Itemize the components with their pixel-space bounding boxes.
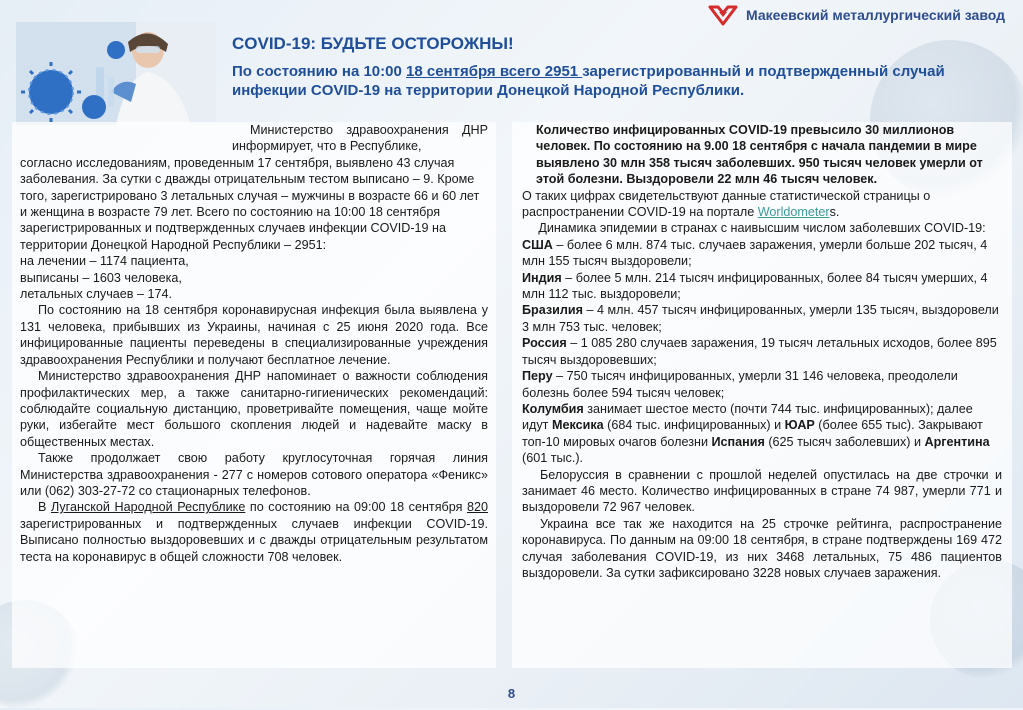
stat-deaths: летальных случаев – 174. (20, 287, 172, 302)
country-entry-brazil: Бразилия – 4 млн. 457 тысяч инфицированных, умерли 135 тысяч, выздоровели 3 млн 753 тыс. человек; (522, 303, 999, 334)
left-column (12, 122, 496, 668)
lab-scientist-photo (16, 22, 216, 125)
country-entry-india: Индия – более 5 млн. 214 тысяч инфицированных, более 84 тысяч умерших, 4 млн 112 тыс. выздоровели; (522, 270, 988, 302)
worldometers-link[interactable]: Worldometer (757, 205, 830, 220)
country-entry-russia: Россия – 1 085 280 случаев заражения, 19 тысяч летальных исходов, более 895 тысяч выздоровевших; (522, 336, 997, 367)
page-subtitle: По состоянию на 10:00 18 сентября всего 2951 зарегистрированный и подтвержденный случай инфекции COVID-19 на территории Донецкой Народной Республики. (232, 63, 945, 99)
country-entry-peru: Перу – 750 тысяч инфицированных, умерли 31 146 человека, преодолели болезнь более 594 тысяч человек; (522, 369, 958, 400)
country-entry-usa: США – более 6 млн. 874 тыс. случаев заражения, умерли больше 202 тысяч, 4 млн 155 тысяч выздоровели; (522, 237, 988, 269)
brand-header (708, 4, 1005, 26)
paragraph-lnr: В Луганской Народной Республике по состоянию на 09:00 18 сентября 820 зарегистрированных и подтвержденных случаев инфекции COVID-19. Выписано полностью выздоровевших и с дважды отрицательным результатом теста на коронавирус в общей сложности 708 человек. (20, 500, 488, 564)
paragraph-belarus: Белоруссия в сравнении с прошлой неделей опустилась на две строчки и занимает 46 место. Количество инфицированных в стране 74 987, умерли 771 и выздоровели 72 967 человек. (522, 467, 1002, 515)
country-entry-others: Колумбия занимает шестое место (почти 744 тыс. инфицированных); далее идут Мексика (684 тыс. инфицированных) и ЮАР (более 655 тыс). Закрывают топ-10 мировых очагов болезни Испания (625 тысяч заболевших) и Аргентина (601 тыс.). (522, 401, 990, 466)
paragraph-ukraine: Украина все так же находится на 25 строчке рейтинга, распространение коронавируса. По данным на 09:00 18 сентября, в стране подтверждены 169 472 случая заболевания COVID-19, из них 3468 летальных, 75 486 пациентов выздоровели. За сутки зафиксировано 3228 новых случаев заражения. (522, 516, 1002, 580)
right-column (512, 122, 1012, 668)
paragraph-dynamics-heading: Динамика эпидемии в странах с наивысшим числом заболевших COVID-19: (538, 221, 986, 236)
paragraph-prevention: Министерство здравоохранения ДНР напоминает о важности соблюдения профилактических мер, а также санитарно-гигиенических рекомендаций: соблюдайте социальную дистанцию, проветривайте помещения, чаще мойте руки, избегайте мест большого скопления людей и надевайте маску в общественных местах. (20, 369, 488, 449)
paragraph-ukraine-arrivals: По состоянию на 18 сентября коронавирусная инфекция была выявлена у 131 человека, прибывших из Украины, начиная с 25 июня 2020 года. Все инфицированные пациенты переведены в специализированные учреждения здравоохранения Республики и получают бесплатное лечение. (20, 303, 488, 367)
page-number: 8 (507, 686, 516, 701)
paragraph-world-summary: Количество инфицированных COVID-19 превысило 30 миллионов человек. По состоянию на 9.00 18 сентября с начала пандемии в мире выявлено 30 млн 358 тысяч заболевших. 950 тысяч человек умерли от этой болезни. Выздоровели 22 млн 46 тысяч человек. (536, 123, 983, 187)
company-logo-icon (708, 4, 738, 26)
paragraph-source: О таких цифрах свидетельствуют данные статистической страницы о распространении COVID-19 на портале Worldometers. (522, 188, 931, 220)
paragraph-dnr-cases: согласно исследованиям, проведенным 17 сентября, выявлено 43 случая заболевания. За сутки с дважды отрицательным тестом выписано – 9. Кроме того, зарегистрировано 3 летальных случая – мужчины в возрасте 66 и 60 лет и женщина в возрасте 79 лет. Всего по состоянию на 10:00 18 сентября зарегистрированных и подтвержденных случаев инфекции COVID-19 на территории Донецкой Народной Республики – 2951: (20, 155, 480, 252)
paragraph-hotline: Также продолжает свою работу круглосуточная горячая линия Министерства здравоохранения - 277 с номеров сотового оператора «Феникс» или (062) 303-27-72 со стационарных телефонов. (20, 451, 488, 498)
stat-discharged: выписаны – 1603 человека, (20, 270, 182, 285)
page-title: COVID-19: БУДЬТЕ ОСТОРОЖНЫ! (232, 34, 514, 53)
company-name: Макеевский металлургический завод (745, 7, 1005, 23)
stat-treatment: на лечении – 1174 пациента, (20, 254, 189, 269)
paragraph-dnr-intro: Министерство здравоохранения ДНР информирует, что в Республике, (232, 123, 488, 154)
